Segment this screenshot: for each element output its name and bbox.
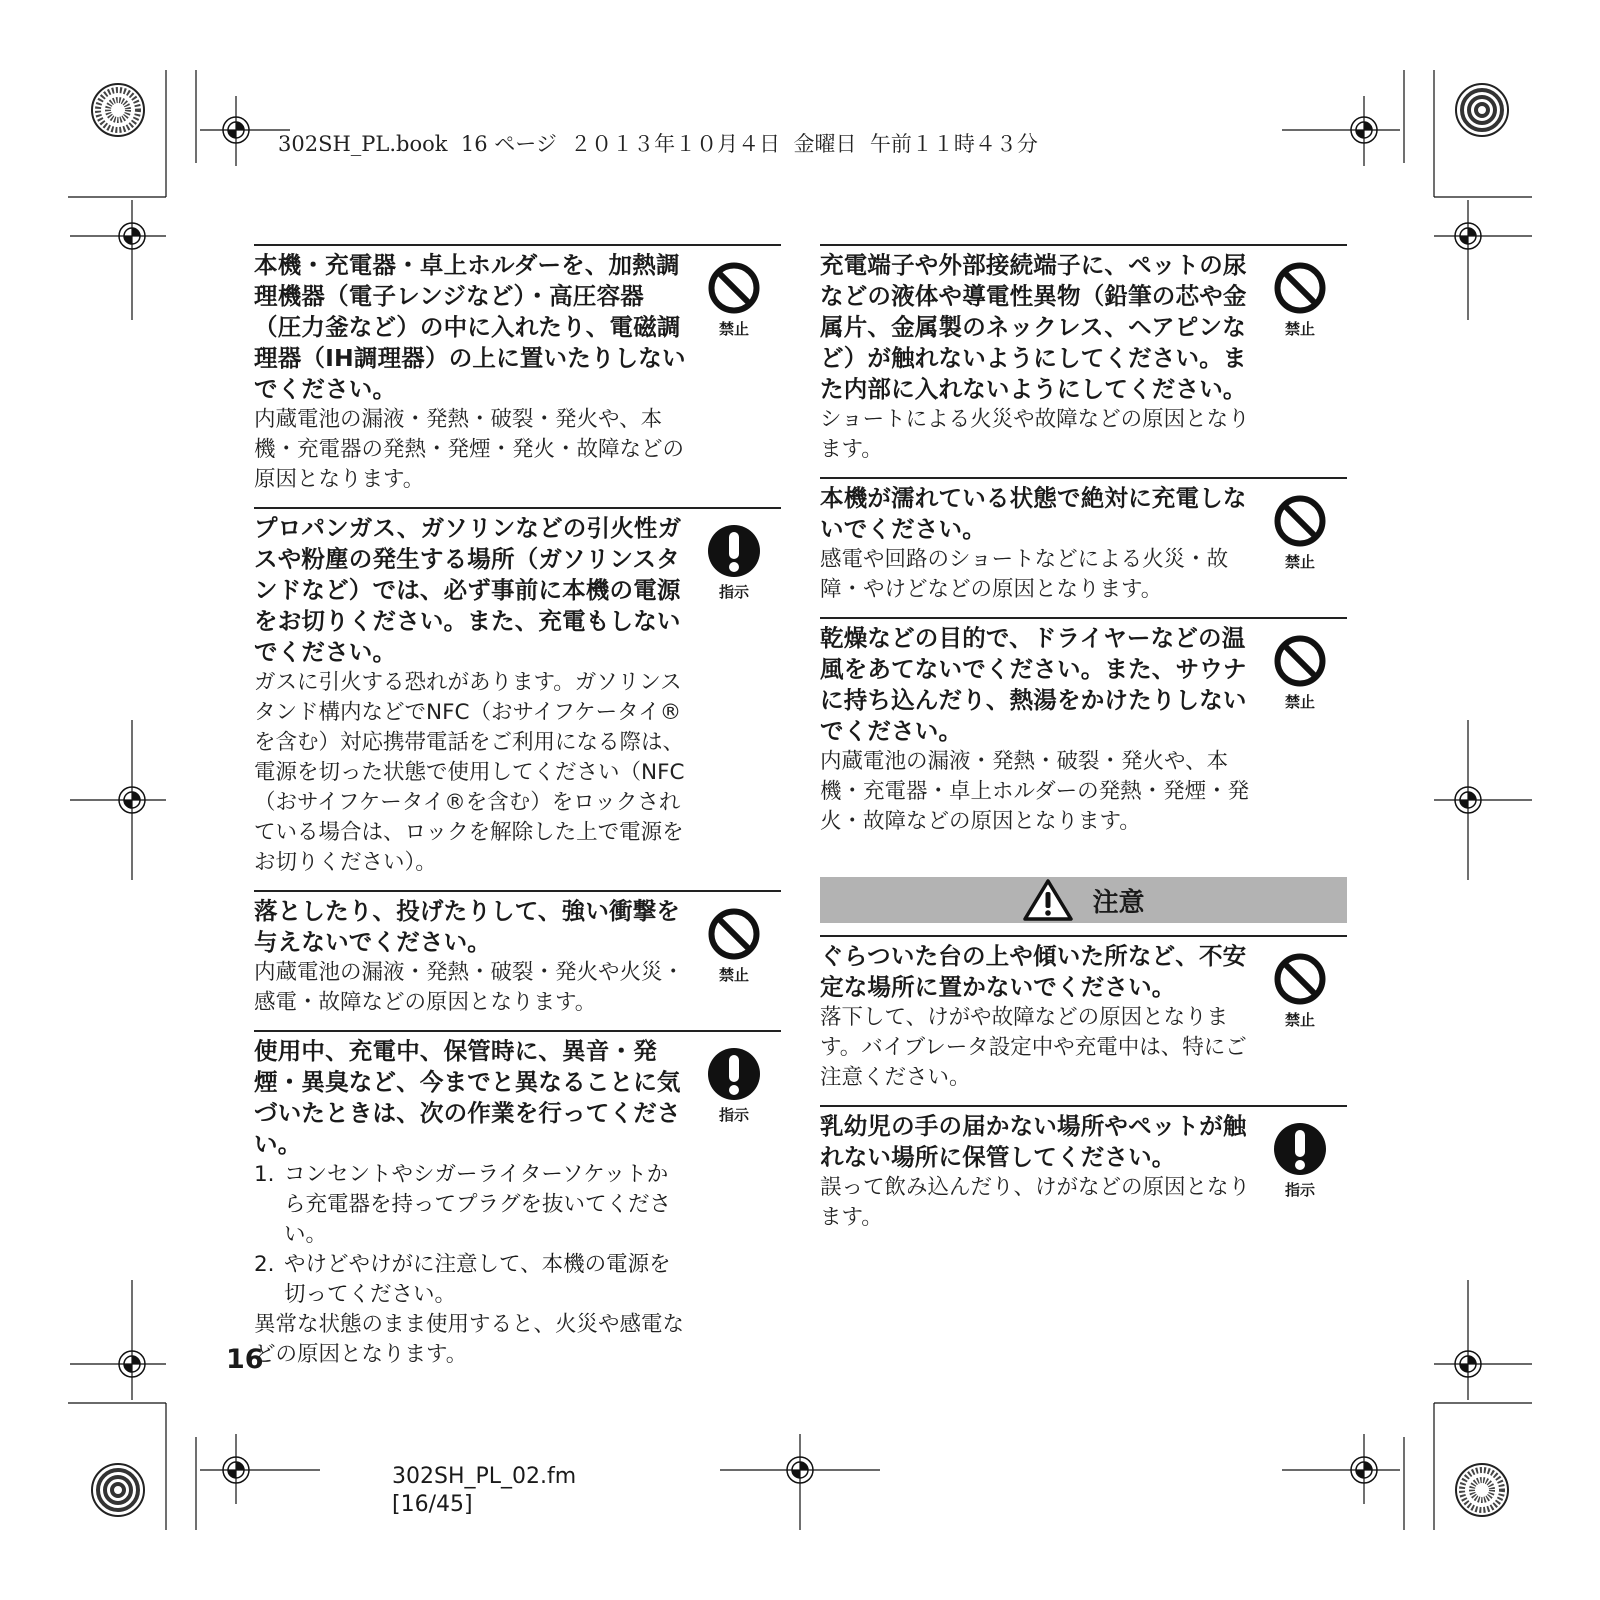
caution-body: 落下して、けがや故障などの原因となります。バイブレータ設定中や充電中は、特にご注意ください。 [820,1005,1247,1090]
warning-body: 内蔵電池の漏液・発熱・破裂・発火や、本機・充電器・卓上ホルダーの発熱・発煙・発火・故障などの原因となります。 [820,749,1250,834]
warning-triangle-icon [1022,878,1074,922]
warning-item [254,507,781,890]
warning-title: 本機が濡れている状態で絶対に充電しないでください。 [820,484,1247,543]
file-footer [392,1463,576,1519]
right-column [820,244,1347,1245]
warning-body: 内蔵電池の漏液・発熱・破裂・発火や火災・感電・故障などの原因となります。 [254,960,685,1015]
prohibition-icon [1269,260,1331,339]
caution-banner [820,877,1347,923]
icon-label: 禁止 [718,320,749,338]
icon-label: 禁止 [1284,693,1315,711]
caution-body: 誤って飲み込んだり、けがなどの原因となります。 [820,1175,1251,1230]
icon-label: 指示 [718,583,749,601]
prohibition-icon [703,906,765,985]
warning-item [254,244,781,507]
prohibition-icon [703,260,765,339]
warning-body: ショートによる火災や故障などの原因となります。 [820,407,1250,462]
warning-body: 異常な状態のまま使用すると、火災や感電などの原因となります。 [254,1312,685,1367]
warning-item [820,617,1347,849]
caution-label: 注意 [1092,887,1145,918]
icon-label: 禁止 [1284,553,1315,571]
caution-item [820,1105,1347,1245]
list-item: 1. コンセントやシガーライターソケットから充電器を持ってプラグを抜いてください。 [254,1162,672,1247]
list-item: 2. やけどやけがに注意して、本機の電源を切ってください。 [254,1252,671,1307]
prohibition-icon [1269,633,1331,712]
icon-label: 禁止 [718,966,749,984]
left-column [254,244,781,1382]
steps-list [254,1160,686,1310]
icon-label: 禁止 [1284,320,1315,338]
warning-body: ガスに引火する恐れがあります。ガソリンスタンド構内などでNFC（おサイフケータイ®を含む）対応携帯電話をご利用になる際は、電源を切った状態で使用してください（NFC（おサイフケータイ®を含む）をロックされている場合は、ロックを解除した上で電源をお切りください）。 [254,670,685,875]
book-header: 302SH_PL.book 16 ページ ２０１３年１０月４日 金曜日 午前１１時４３分 [278,132,1038,156]
warning-title: 使用中、充電中、保管時に、異音・発煙・異臭など、今までと異なることに気づいたときは、次の作業を行ってください。 [254,1037,681,1158]
warning-item [254,890,781,1030]
warning-title: プロパンガス、ガソリンなどの引火性ガスや粉塵の発生する場所（ガソリンスタンドなど）では、必ず事前に本機の電源をお切りください。また、充電もしないでください。 [254,514,682,666]
caution-title: 乳幼児の手の届かない場所やペットが触れない場所に保管してください。 [820,1112,1247,1171]
prohibition-icon [1269,951,1331,1030]
caution-item [820,935,1347,1105]
instruction-icon [703,1046,765,1125]
warning-title: 落としたり、投げたりして、強い衝撃を与えないでください。 [254,897,681,956]
warning-title: 本機・充電器・卓上ホルダーを、加熱調理機器（電子レンジなど）・高圧容器（圧力釜など）の中に入れたり、電磁調理器（IH調理器）の上に置いたりしないでください。 [254,251,686,403]
instruction-icon [703,523,765,602]
footer-filename: 302SH_PL_02.fm [392,1464,577,1489]
warning-item [254,1030,781,1382]
instruction-icon [1269,1121,1331,1200]
icon-label: 指示 [1284,1181,1315,1199]
warning-body: 内蔵電池の漏液・発熱・破裂・発火や、本機・充電器の発熱・発煙・発火・故障などの原因となります。 [254,407,685,492]
warning-title: 充電端子や外部接続端子に、ペットの尿などの液体や導電性異物（鉛筆の芯や金属片、金属製のネックレス、ヘアピンなど）が触れないようにしてください。また内部に入れないようにしてください。 [820,251,1247,403]
prohibition-icon [1269,493,1331,572]
icon-label: 禁止 [1284,1011,1315,1029]
page-number: 16 [226,1344,264,1375]
footer-pages: [16/45] [392,1492,473,1517]
icon-label: 指示 [718,1106,749,1124]
warning-item [820,244,1347,477]
caution-title: ぐらついた台の上や傾いた所など、不安定な場所に置かないでください。 [820,942,1247,1001]
warning-body: 感電や回路のショートなどによる火災・故障・やけどなどの原因となります。 [820,547,1229,602]
warning-item [820,477,1347,617]
warning-title: 乾燥などの目的で、ドライヤーなどの温風をあてないでください。また、サウナに持ち込んだり、熱湯をかけたりしないでください。 [820,624,1247,745]
